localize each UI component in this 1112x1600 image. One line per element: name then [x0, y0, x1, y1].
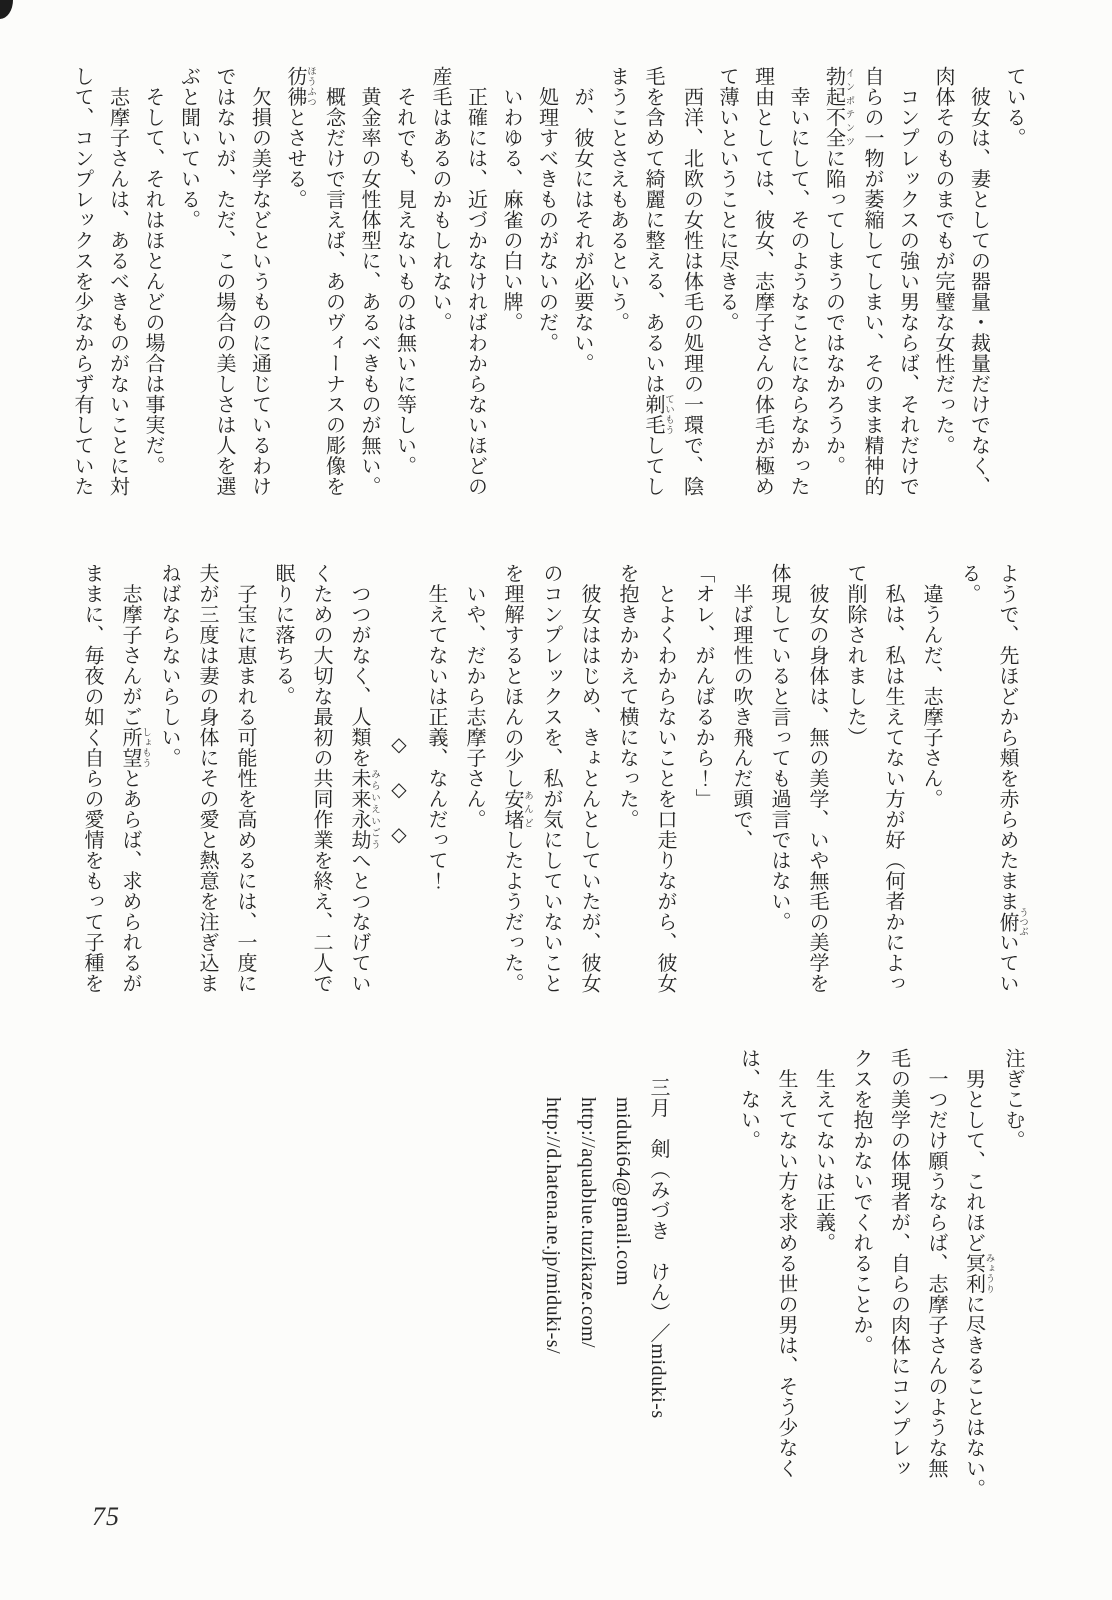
text-band-bottom — [729, 1048, 1031, 1500]
text-line: ぶと聞いている。 — [177, 66, 200, 230]
text-line: そして、それはほとんどの場合は事実だ。 — [142, 66, 164, 476]
furigana-ruby: 俯 うつぶ — [996, 907, 1027, 936]
furigana-ruby: 剃毛 ていもう — [642, 394, 673, 435]
text-line: を抱きかかえて横になった。 — [616, 563, 638, 830]
text-line: ている。 — [1003, 66, 1025, 148]
text-line: して、コンプレックスを少なからず有していた — [71, 66, 93, 497]
text-line: 西洋、北欧の女性は体毛の処理の一環で、陰 — [680, 66, 703, 497]
text-line: 毛の美学の体現者が、自らの肉体にコンプレッ — [887, 1048, 910, 1479]
text-line: は、ない。 — [737, 1048, 760, 1151]
text-line: 生えてない方を求める世の男は、そう少なく — [775, 1048, 797, 1479]
text-line: まうことさえもあるという。 — [606, 66, 629, 333]
text-line: クスを抱かないでくれることか。 — [850, 1048, 872, 1356]
text-line: 違うんだ、志摩子さん。 — [920, 563, 942, 809]
furigana-ruby: 所望 しょもう — [119, 727, 150, 768]
text-line: 注ぎこむ。 — [1002, 1048, 1024, 1151]
text-line: 肉体そのものまでもが完璧な女性だった。 — [932, 66, 954, 456]
scan-corner-artifact — [0, 0, 13, 19]
furigana-ruby: 未来永劫 みらいえいごう — [348, 768, 379, 850]
text-line: 男として、これほど冥利 みょうりに尽きることはない。 — [962, 1048, 994, 1499]
text-line: 自らの一物が萎縮してしまい、そのまま精神的 — [861, 66, 883, 497]
author-contact: miduki64@gmail.com — [612, 1097, 634, 1287]
text-line: 彼女の身体は、無の美学、いや無毛の美学を — [806, 563, 828, 994]
text-line: 子宝に恵まれる可能性を高めるには、一度に — [234, 563, 256, 994]
text-line: 志摩子さんは、あるべきものがないことに対 — [106, 66, 129, 497]
text-line: 勃起不全 インポテンツに陥ってしまうのではなかろうか。 — [822, 66, 854, 476]
author-name: 三月 剣（みづき けん）／miduki-s — [647, 1077, 669, 1419]
text-line: 私は、私は生えてない方が好（何者かによっ — [882, 563, 904, 994]
text-line: が、彼女にはそれが必要ない。 — [571, 66, 593, 374]
text-band-top — [64, 66, 1032, 518]
text-line: 幸いにして、そのようなことにならなかった — [787, 66, 809, 497]
text-line: 正確には、近づかなければわからないほどの — [464, 66, 487, 497]
text-line: 夫が三度は妻の身体にその愛と熱意を注ぎ込ま — [196, 563, 218, 994]
text-line: 理由としては、彼女、志摩子さんの体毛が極め — [751, 66, 774, 497]
text-line: ねばならないらしい。 — [158, 563, 180, 768]
text-line: 志摩子さんがご所望 しょもうとあらば、求められるが — [119, 563, 150, 994]
text-line: る。 — [958, 563, 980, 604]
text-line: それでも、見えないものは無いに等しい。 — [393, 66, 416, 476]
text-line: 「オレ、がんばるから！」 — [692, 563, 714, 809]
text-line: いや、だから志摩子さん。 — [463, 563, 485, 830]
section-divider: ◇ ◇ ◇ — [387, 731, 409, 847]
author-contact: http://d.hatena.ne.jp/miduki-s/ — [542, 1097, 564, 1355]
text-line: 彼女は、妻としての器量・裁量だけでなく、 — [967, 66, 990, 497]
text-line: とよくわからないことを口走りながら、彼女 — [654, 563, 676, 994]
text-line: コンプレックスの強い男ならば、それだけで — [896, 66, 919, 497]
furigana-ruby: 彷彿 ほうふつ — [284, 66, 315, 107]
furigana-ruby: 安堵 あんど — [501, 788, 532, 830]
text-line: のコンプレックスを、私が気にしていないこと — [540, 563, 562, 994]
text-line: つつがなく、人類を未来永劫 みらいえいごうへとつなげてい — [348, 563, 379, 994]
text-line: くための大切な最初の共同作業を終え、二人で — [310, 563, 332, 994]
text-line: 処理すべきものがないのだ。 — [535, 66, 558, 353]
text-line: 黄金率の女性体型に、あるべきものが無い。 — [358, 66, 380, 497]
text-line: 欠損の美学などというものに通じているわけ — [248, 66, 271, 497]
text-line: 半ば理性の吹き飛んだ頭で、 — [730, 563, 752, 850]
text-line: 生えてないは正義。 — [812, 1048, 835, 1253]
furigana-ruby: 勃起不全 インポテンツ — [822, 66, 854, 148]
author-contact: http://aquablue.tuzikaze.com/ — [577, 1097, 599, 1349]
furigana-ruby: 冥利 みょうり — [962, 1253, 994, 1294]
text-line: ままに、毎夜の如く自らの愛情をもって子種を — [81, 563, 103, 994]
text-line: 生えてないは正義、なんだって！ — [425, 563, 447, 891]
text-line: 毛を含めて綺麗に整える、あるいは剃毛 ていもうしてし — [642, 66, 673, 497]
text-line: 体現していると言っても過言ではない。 — [768, 563, 790, 932]
text-line: を理解するとほんの少し安堵 あんどしたようだった。 — [501, 563, 532, 994]
page-number: 75 — [92, 1502, 120, 1531]
text-line: て薄いということに尽きる。 — [716, 66, 738, 333]
text-band-middle — [73, 563, 1027, 1015]
text-line: 眠りに落ちる。 — [272, 563, 294, 707]
text-line: 彷彿 ほうふつとさせる。 — [284, 66, 315, 210]
text-line: て削除されました） — [844, 563, 866, 748]
text-line: いわゆる、麻雀の白い牌。 — [500, 66, 522, 333]
text-line: 産毛はあるのかもしれない。 — [429, 66, 451, 333]
text-line: 一つだけ願うならば、志摩子さんのような無 — [925, 1048, 947, 1479]
text-line: 彼女ははじめ、きょとんとしていたが、彼女 — [578, 563, 600, 994]
text-line: ではないが、ただ、この場合の美しさは人を選 — [213, 66, 235, 497]
author-signature-block — [535, 1077, 675, 1477]
text-line: ようで、先ほどから頬を赤らめたまま俯 うつぶいてい — [996, 563, 1027, 994]
text-line: 概念だけで言えば、あのヴィーナスの彫像を — [322, 66, 345, 497]
